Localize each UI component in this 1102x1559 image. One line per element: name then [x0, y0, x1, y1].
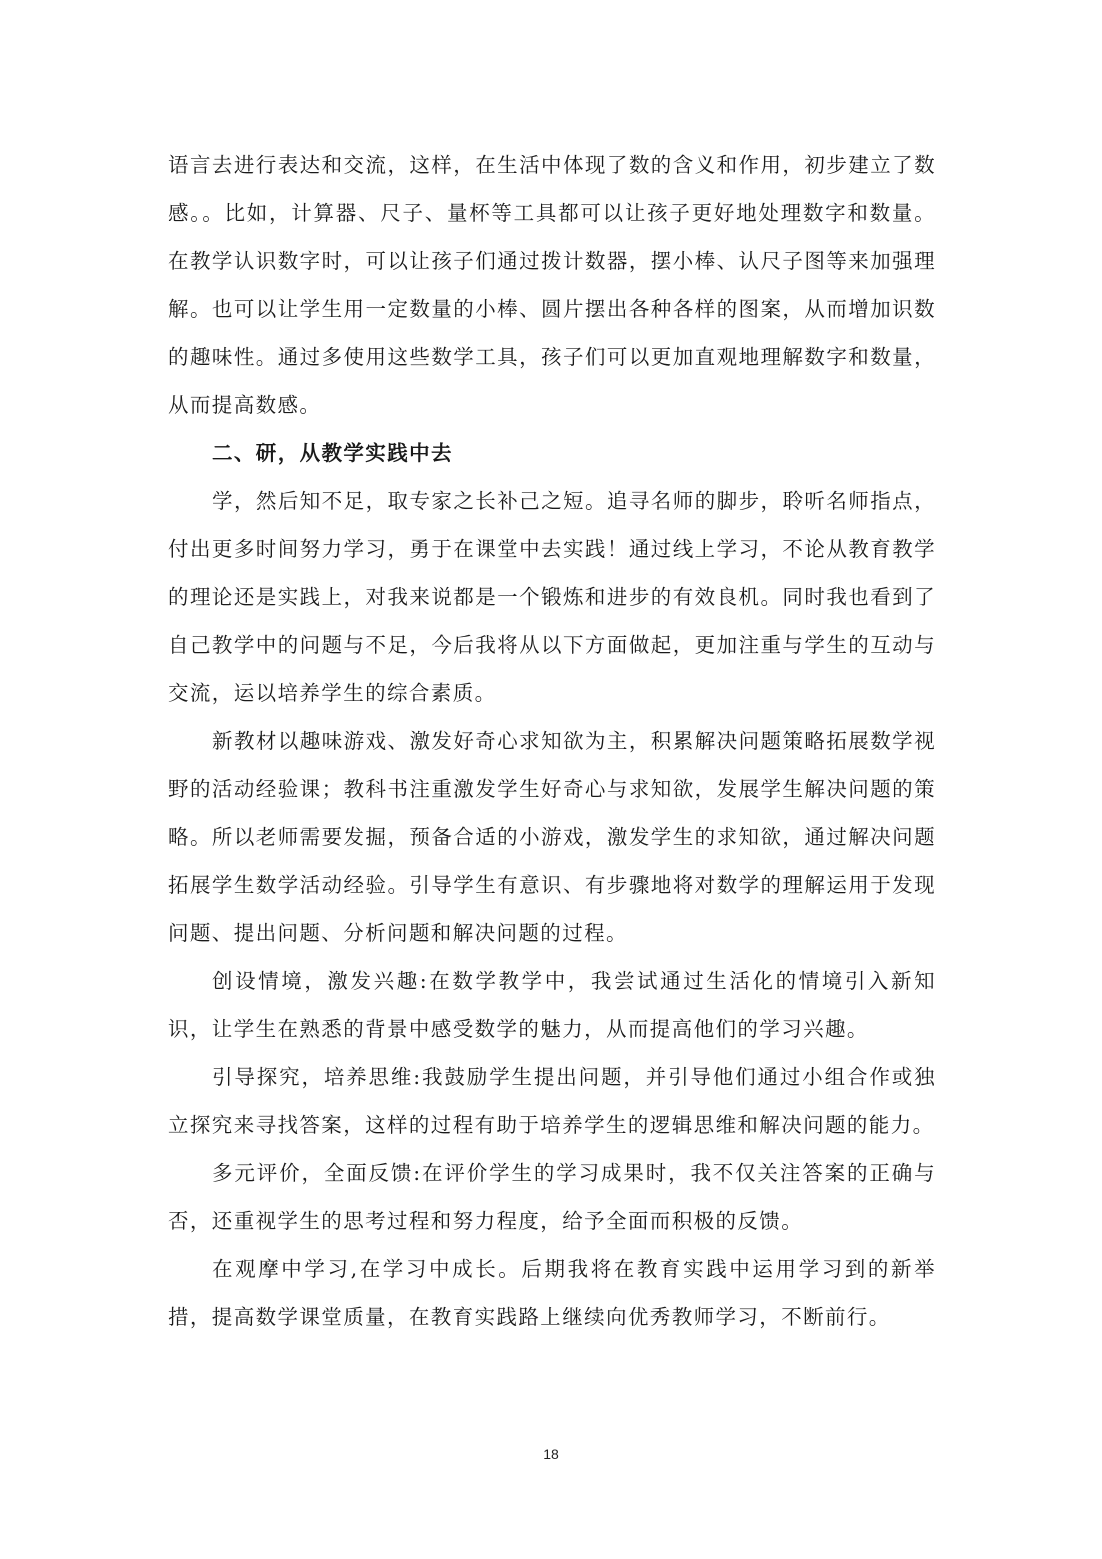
page-number: 18 — [543, 1446, 559, 1462]
document-body — [168, 141, 936, 1341]
paragraph-1: 语言去进行表达和交流，这样，在生活中体现了数的含义和作用，初步建立了数感。。比如，计算器、尺子、量杯等工具都可以让孩子更好地处理数字和数量。在教学认识数字时，可以让孩子们通过拨计数器，摆小棒、认尺子图等来加强理解。也可以让学生用一定数量的小棒、圆片摆出各种各样的图案，从而增加识数的趣味性。通过多使用这些数学工具，孩子们可以更加直观地理解数字和数量，从而提高数感。 — [168, 153, 936, 417]
paragraph-2: 学，然后知不足，取专家之长补己之短。追寻名师的脚步，聆听名师指点，付出更多时间努力学习，勇于在课堂中去实践！通过线上学习，不论从教育教学的理论还是实践上，对我来说都是一个锻炼和进步的有效良机。同时我也看到了自己教学中的问题与不足，今后我将从以下方面做起，更加注重与学生的互动与交流，运以培养学生的综合素质。 — [168, 489, 936, 705]
paragraph-4: 创设情境，激发兴趣:在数学教学中，我尝试通过生活化的情境引入新知识，让学生在熟悉的背景中感受数学的魅力，从而提高他们的学习兴趣。 — [168, 969, 936, 1041]
paragraph-7: 在观摩中学习,在学习中成长。后期我将在教育实践中运用学习到的新举措，提高数学课堂质量，在教育实践路上继续向优秀教师学习，不断前行。 — [168, 1257, 936, 1329]
section-heading: 二、研，从教学实践中去 — [212, 441, 453, 465]
paragraph-5: 引导探究，培养思维:我鼓励学生提出问题，并引导他们通过小组合作或独立探究来寻找答案，这样的过程有助于培养学生的逻辑思维和解决问题的能力。 — [168, 1065, 936, 1137]
paragraph-6: 多元评价，全面反馈:在评价学生的学习成果时，我不仅关注答案的正确与否，还重视学生的思考过程和努力程度，给予全面而积极的反馈。 — [168, 1161, 936, 1233]
paragraph-3: 新教材以趣味游戏、激发好奇心求知欲为主，积累解决问题策略拓展数学视野的活动经验课；教科书注重激发学生好奇心与求知欲，发展学生解决问题的策略。所以老师需要发掘，预备合适的小游戏，激发学生的求知欲，通过解决问题拓展学生数学活动经验。引导学生有意识、有步骤地将对数学的理解运用于发现问题、提出问题、分析问题和解决问题的过程。 — [168, 729, 936, 945]
